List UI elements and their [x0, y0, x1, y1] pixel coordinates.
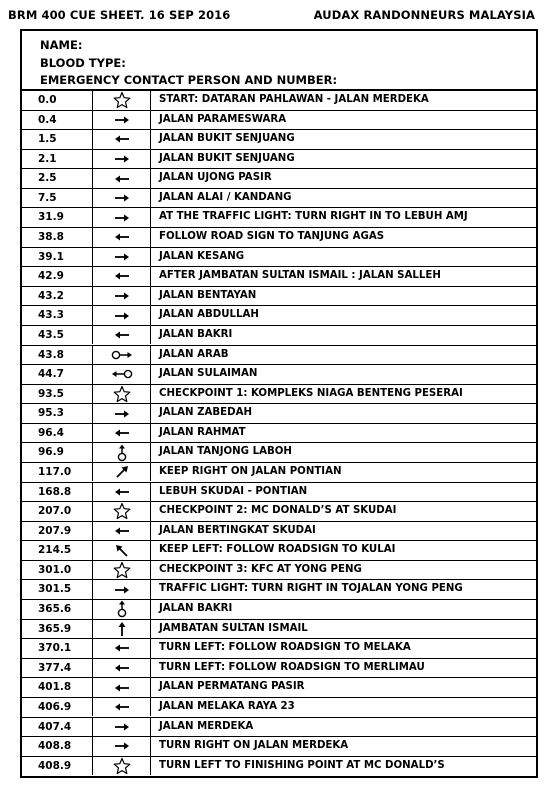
- emergency-contact-label: EMERGENCY CONTACT PERSON AND NUMBER:: [40, 73, 338, 87]
- cue-distance: 43.8: [38, 348, 64, 361]
- cue-distance: 39.1: [38, 250, 64, 263]
- arrow-left-icon: [92, 678, 151, 697]
- cue-distance: 214.5: [38, 544, 72, 557]
- cue-row: [22, 600, 536, 620]
- cue-row: [22, 228, 536, 248]
- arrow-left-icon: [92, 659, 151, 678]
- cue-instruction: JALAN ALAI / KANDANG: [159, 191, 292, 203]
- cue-instruction: JALAN RAHMAT: [159, 426, 246, 438]
- cue-instruction: TURN LEFT: FOLLOW ROADSIGN TO MELAKA: [159, 642, 411, 654]
- star-icon: [92, 502, 151, 521]
- cue-distance: 117.0: [38, 465, 72, 478]
- cue-row: [22, 483, 536, 503]
- cue-distance: 377.4: [38, 661, 72, 674]
- arrow-up-left-icon: [92, 541, 151, 560]
- arrow-right-icon: [92, 404, 151, 423]
- cue-distance: 2.1: [38, 152, 57, 165]
- cue-row: [22, 718, 536, 738]
- cue-instruction: JALAN BUKIT SENJUANG: [159, 133, 295, 145]
- cue-instruction: LEBUH SKUDAI - PONTIAN: [159, 485, 308, 497]
- arrow-right-icon: [92, 150, 151, 169]
- cue-instruction: JALAN ZABEDAH: [159, 407, 252, 419]
- cue-distance: 408.8: [38, 740, 72, 753]
- arrow-up-right-icon: [92, 463, 151, 482]
- cue-distance: 7.5: [38, 191, 57, 204]
- arrow-right-icon: [92, 580, 151, 599]
- cue-distance: 95.3: [38, 407, 64, 420]
- cue-distance: 0.0: [38, 94, 57, 106]
- cue-instruction: KEEP RIGHT ON JALAN PONTIAN: [159, 465, 342, 477]
- arrow-left-icon: [92, 169, 151, 188]
- cue-instruction: TURN LEFT TO FINISHING POINT AT MC DONALD’S: [159, 759, 445, 771]
- cue-instruction: FOLLOW ROAD SIGN TO TANJUNG AGAS: [159, 231, 385, 243]
- cue-distance: 0.4: [38, 113, 57, 126]
- rider-info-section: [22, 31, 536, 91]
- roundabout-right-icon: [92, 346, 151, 365]
- cue-row: [22, 248, 536, 268]
- cue-row: [22, 404, 536, 424]
- arrow-right-icon: [92, 248, 151, 267]
- cue-distance: 207.0: [38, 505, 72, 518]
- cue-instruction: JALAN SULAIMAN: [159, 368, 258, 380]
- cue-instruction: CHECKPOINT 2: MC DONALD’S AT SKUDAI: [159, 505, 397, 517]
- arrow-right-icon: [92, 306, 151, 325]
- cue-row: [22, 150, 536, 170]
- cue-row: [22, 698, 536, 718]
- star-icon: [92, 91, 151, 110]
- cue-row: [22, 326, 536, 346]
- arrow-left-icon: [92, 522, 151, 541]
- arrow-left-icon: [92, 483, 151, 502]
- cue-instruction: JALAN MELAKA RAYA 23: [159, 700, 295, 712]
- cue-instruction: AFTER JAMBATAN SULTAN ISMAIL : JALAN SALLEH: [159, 270, 441, 282]
- cue-distance: 43.2: [38, 289, 64, 302]
- cue-instruction: TURN LEFT: FOLLOW ROADSIGN TO MERLIMAU: [159, 661, 425, 673]
- cue-instruction: JALAN BAKRI: [159, 328, 233, 340]
- arrow-right-icon: [92, 287, 151, 306]
- cue-instruction: JALAN ARAB: [159, 348, 229, 360]
- cue-instruction: JALAN PERMATANG PASIR: [159, 681, 305, 693]
- arrow-right-icon: [92, 208, 151, 227]
- cue-instruction: AT THE TRAFFIC LIGHT: TURN RIGHT IN TO LEBUH AMJ: [159, 211, 468, 223]
- arrow-right-icon: [92, 718, 151, 737]
- blood-type-label: BLOOD TYPE:: [40, 55, 126, 70]
- cue-distance: 365.9: [38, 622, 72, 635]
- cue-row: [22, 620, 536, 640]
- star-icon: [92, 385, 151, 404]
- organization-name: AUDAX RANDONNEURS MALAYSIA: [313, 8, 535, 22]
- cue-instruction: JALAN PARAMESWARA: [159, 113, 287, 125]
- cue-row: [22, 639, 536, 659]
- cue-row: [22, 580, 536, 600]
- cue-row: [22, 189, 536, 209]
- cue-distance: 93.5: [38, 387, 64, 400]
- name-label: NAME:: [40, 38, 83, 52]
- cue-distance: 38.8: [38, 231, 64, 244]
- cue-distance: 365.6: [38, 603, 72, 616]
- cue-row: [22, 737, 536, 757]
- cue-distance: 96.9: [38, 446, 64, 459]
- page-header: [8, 8, 549, 24]
- cue-instruction: CHECKPOINT 1: KOMPLEKS NIAGA BENTENG PESERAI: [159, 387, 463, 399]
- cue-distance: 406.9: [38, 700, 72, 713]
- cue-row: [22, 541, 536, 561]
- sheet-title: BRM 400 CUE SHEET. 16 SEP 2016: [8, 8, 231, 22]
- cue-distance: 2.5: [38, 172, 57, 185]
- cue-instruction: START: DATARAN PAHLAWAN - JALAN MERDEKA: [159, 94, 429, 105]
- cue-distance: 401.8: [38, 681, 72, 694]
- cue-row: [22, 287, 536, 307]
- cue-row: [22, 463, 536, 483]
- arrow-left-icon: [92, 698, 151, 717]
- arrow-right-icon: [92, 737, 151, 756]
- cue-row: [22, 365, 536, 385]
- cue-instruction: JALAN BERTINGKAT SKUDAI: [159, 524, 316, 536]
- cue-distance: 43.3: [38, 309, 64, 322]
- arrow-left-icon: [92, 326, 151, 345]
- cue-row: [22, 208, 536, 228]
- cue-instruction: JALAN ABDULLAH: [159, 309, 259, 321]
- cue-row: [22, 522, 536, 542]
- arrow-left-icon: [92, 228, 151, 247]
- star-icon: [92, 757, 151, 776]
- arrow-left-icon: [92, 130, 151, 149]
- cue-instruction: CHECKPOINT 3: KFC AT YONG PENG: [159, 563, 362, 575]
- cue-instruction: JALAN BUKIT SENJUANG: [159, 152, 295, 164]
- cue-instruction: JALAN UJONG PASIR: [159, 172, 272, 184]
- cue-distance: 301.0: [38, 563, 72, 576]
- cue-distance: 1.5: [38, 133, 57, 146]
- cue-instruction: TURN RIGHT ON JALAN MERDEKA: [159, 740, 349, 752]
- arrow-up-icon: [92, 620, 151, 639]
- cue-row: [22, 267, 536, 287]
- arrow-left-icon: [92, 639, 151, 658]
- cue-row: [22, 385, 536, 405]
- cue-sheet-table: [20, 29, 538, 778]
- cue-instruction: JALAN MERDEKA: [159, 720, 254, 732]
- cue-instruction: JALAN KESANG: [159, 250, 245, 262]
- cue-row: [22, 757, 536, 777]
- cue-row: [22, 443, 536, 463]
- cue-instruction: JALAN BAKRI: [159, 603, 233, 615]
- arrow-left-icon: [92, 424, 151, 443]
- cue-distance: 207.9: [38, 524, 72, 537]
- cue-distance: 408.9: [38, 759, 72, 772]
- cue-row: [22, 130, 536, 150]
- roundabout-straight-icon: [92, 600, 151, 619]
- cue-row: [22, 659, 536, 679]
- cue-instruction: JALAN TANJONG LABOH: [159, 446, 292, 458]
- cue-row: [22, 111, 536, 131]
- cue-row: [22, 561, 536, 581]
- cue-distance: 42.9: [38, 270, 64, 283]
- cue-row: [22, 169, 536, 189]
- cue-distance: 96.4: [38, 426, 64, 439]
- cue-row: [22, 346, 536, 366]
- cue-instruction: JALAN BENTAYAN: [159, 289, 257, 301]
- cue-distance: 43.5: [38, 328, 64, 341]
- cue-row: [22, 502, 536, 522]
- cue-row: [22, 306, 536, 326]
- cue-row: [22, 678, 536, 698]
- arrow-left-icon: [92, 267, 151, 286]
- cue-distance: 31.9: [38, 211, 64, 224]
- roundabout-left-icon: [92, 365, 151, 384]
- roundabout-straight-icon: [92, 443, 151, 462]
- star-icon: [92, 561, 151, 580]
- cue-row: [22, 424, 536, 444]
- cue-instruction: TRAFFIC LIGHT: TURN RIGHT IN TOJALAN YONG PENG: [159, 583, 463, 595]
- cue-rows: [22, 91, 536, 776]
- cue-distance: 407.4: [38, 720, 72, 733]
- arrow-right-icon: [92, 189, 151, 208]
- cue-instruction: KEEP LEFT: FOLLOW ROADSIGN TO KULAI: [159, 544, 396, 556]
- cue-distance: 370.1: [38, 642, 72, 655]
- cue-distance: 168.8: [38, 485, 72, 498]
- cue-distance: 301.5: [38, 583, 72, 596]
- cue-distance: 44.7: [38, 368, 64, 381]
- cue-instruction: JAMBATAN SULTAN ISMAIL: [159, 622, 308, 634]
- arrow-right-icon: [92, 111, 151, 130]
- cue-row: [22, 91, 536, 111]
